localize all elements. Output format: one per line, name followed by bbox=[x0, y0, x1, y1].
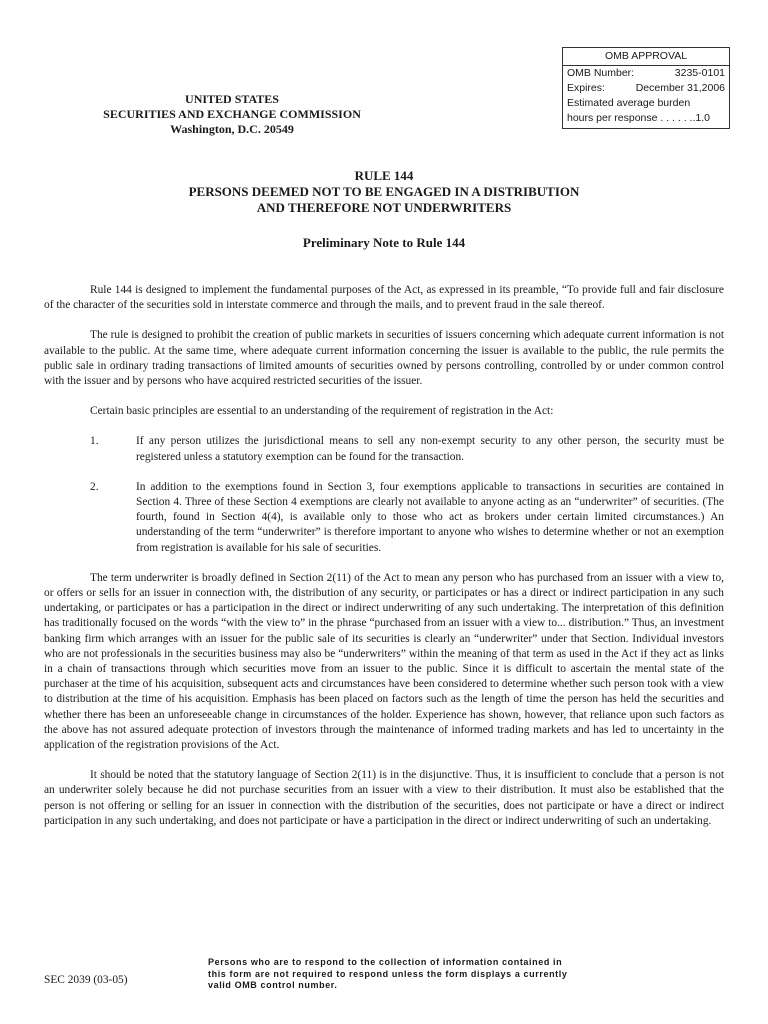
omb-expires-value: December 31,2006 bbox=[635, 82, 725, 94]
omb-number-row bbox=[567, 66, 725, 81]
omb-burden-line2: hours per response . . . . . ..1.0 bbox=[567, 112, 710, 124]
omb-number-value: 3235-0101 bbox=[674, 67, 725, 79]
list-item-1-number: 1. bbox=[90, 435, 99, 448]
paragraph-2: The rule is designed to prohibit the creation of public markets in securities of issuers concerning which adequate current information is not available to the public. At the same time, where adequate current information concerning the issuer is available to the public, the rule permits the public sale in ordinary trading transactions of limited amounts of securities owned by persons controlling, controlled by or under common control with the issuer and by persons who have acquired restricted securities of the issuer. bbox=[44, 329, 724, 388]
paragraph-5: It should be noted that the statutory language of Section 2(11) is in the disjunctive. Thus, it is insufficient to conclude that a person is not an underwriter solely because he did not purchase securities from an issuer with a view to their distribution. It must also be established that the person is not offering or selling for an issuer in connection with the distribution of the securities, does not participate or have a direct or indirect participation in any such undertaking, and does not participate or have a participation in the direct or indirect underwriting of such an undertaking. bbox=[44, 769, 724, 827]
list-item-2-text: In addition to the exemptions found in Section 3, four exemptions applicable to transactions in securities are contained in Section 4. Three of these Section 4 exemptions are clearly not available to anyone acting as an “underwriter” of securities. (The fourth, found in Section 4(4), is available only to those who act as brokers under certain limited circumstances.) An understanding of the term “underwriter” is therefore important to anyone who wishes to determine whether or not an exemption from registration is available for his sale of securities. bbox=[136, 480, 724, 554]
form-id: SEC 2039 (03-05) bbox=[44, 974, 128, 986]
omb-burden-line1: Estimated average burden bbox=[567, 97, 691, 109]
rule-title-line3: AND THEREFORE NOT UNDERWRITERS bbox=[256, 200, 512, 215]
list-item-2-number: 2. bbox=[90, 480, 99, 493]
omb-expires-label: Expires: bbox=[567, 82, 605, 94]
preliminary-note-heading: Preliminary Note to Rule 144 bbox=[302, 235, 466, 250]
paragraph-4: The term underwriter is broadly defined in Section 2(11) of the Act to mean any person who has purchased from an issuer with a view to, or offers or sells for an issuer in connection with, the distribution of any security, or participates or has a direct or indirect participation in any such undertaking, or participates or has a participation in the direct or indirect underwriting of any such undertaking. The interpretation of this definition has traditionally focused on the words “with the view to” in the phrase “purchased from an issuer with a view to... distribution.” Thus, an investment banking firm which arranges with an issuer for the public sale of its securities is clearly an “underwriter” under that Section. Individual investors who are not professionals in the securities business may also be “underwriters” within the meaning of that term as used in the Act if they act as links in a chain of transactions through which securities move from an issuer to the public. Since it is difficult to ascertain the mental state of the purchaser at the time of his acquisition, subsequent acts and circumstances have been considered to determine whether such person took with a view to distribution at the time of his acquisition. Emphasis has been placed on factors such as the length of time the person has held the securities and whether there has been an unforeseeable change in circumstances of the holder. Experience has shown, however, that reliance upon such factors as the above has not assured adequate protection of investors through the maintenance of informed trading markets and has led to uncertainty in the application of the registration provisions of the Act. bbox=[44, 571, 724, 752]
list-item-1-text: If any person utilizes the jurisdictional means to sell any non-exempt security to any other person, the security must be registered unless a statutory exemption can be found for the transaction. bbox=[136, 435, 724, 463]
paragraph-1: Rule 144 is designed to implement the fundamental purposes of the Act, as expressed in its preamble, “To provide full and fair disclosure of the character of the securities sold in interstate commerce and through the mails, and to prevent fraud in the sale thereof. bbox=[44, 284, 724, 312]
document-body bbox=[44, 283, 724, 844]
omb-title: OMB APPROVAL bbox=[563, 49, 729, 66]
rule-title bbox=[0, 168, 768, 216]
agency-header bbox=[0, 92, 768, 137]
paragraph-3: Certain basic principles are essential to an understanding of the requirement of registration in the Act: bbox=[90, 405, 554, 418]
agency-line1: UNITED STATES bbox=[185, 92, 279, 106]
agency-line3: Washington, D.C. 20549 bbox=[170, 122, 294, 136]
agency-line2: SECURITIES AND EXCHANGE COMMISSION bbox=[103, 107, 361, 121]
list-item-1 bbox=[44, 434, 724, 464]
rule-title-line2: PERSONS DEEMED NOT TO BE ENGAGED IN A DISTRIBUTION bbox=[188, 184, 580, 199]
omb-number-label: OMB Number: bbox=[567, 67, 635, 79]
list-item-2 bbox=[44, 480, 724, 556]
omb-notice: Persons who are to respond to the collection of information contained in this form are not required to respond unless the form displays a currently valid OMB control number. bbox=[208, 957, 568, 990]
rule-title-line1: RULE 144 bbox=[354, 168, 414, 183]
